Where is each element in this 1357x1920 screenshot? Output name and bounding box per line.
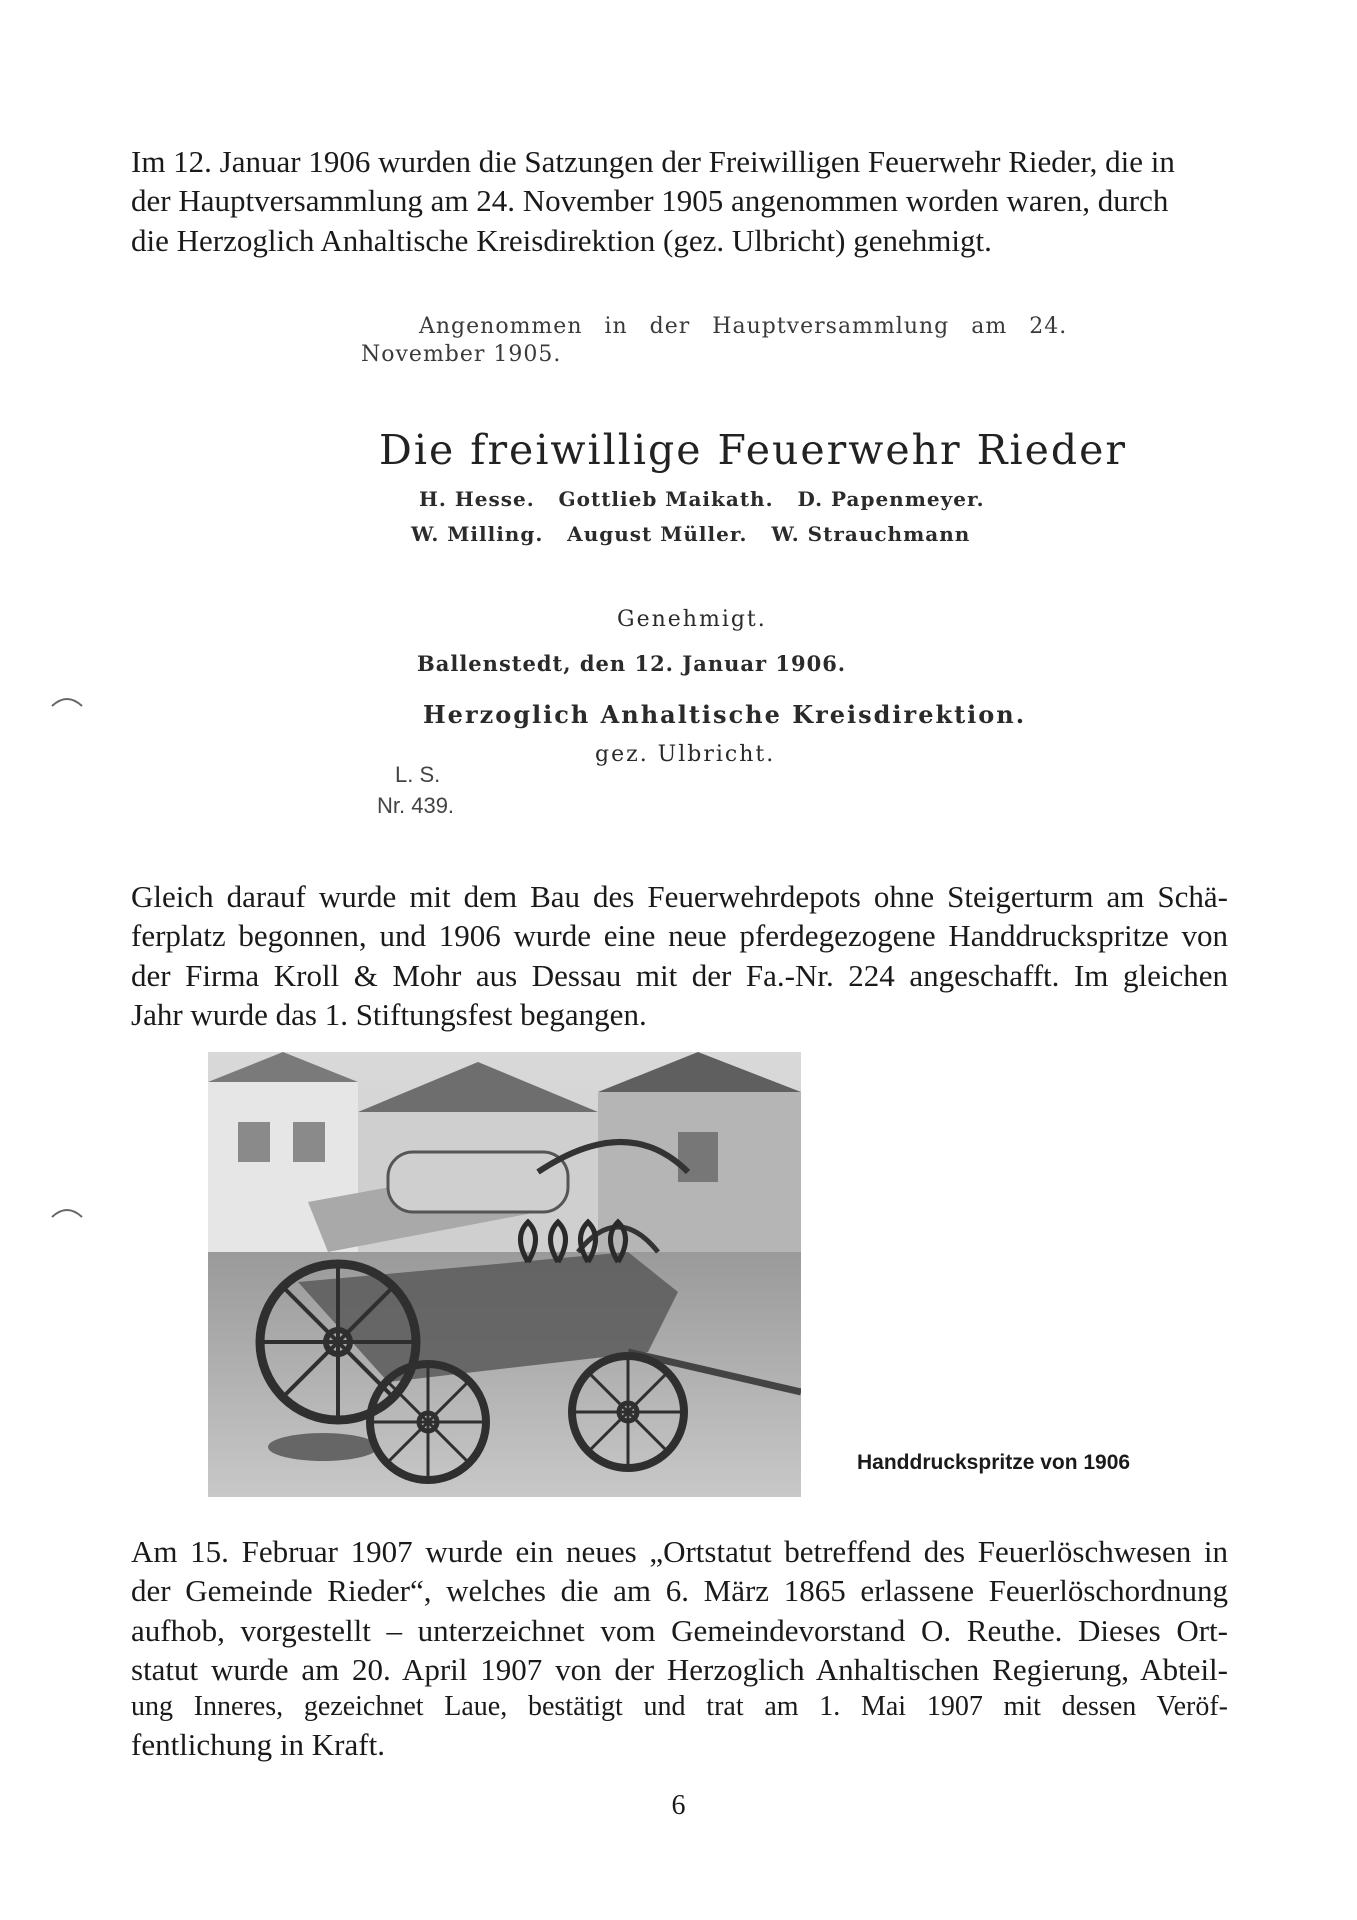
certificate-adopted-line: Angenommen in der Hauptversammlung am 24. (419, 314, 1068, 339)
text-line: der Firma Kroll & Mohr aus Dessau mit der Fa.-Nr. 224 angeschafft. Im gleichen (131, 957, 1228, 993)
certificate-authority: Herzoglich Anhaltische Kreisdirektion. (423, 700, 1027, 729)
certificate-title: Die freiwillige Feuerwehr Rieder (379, 426, 1128, 474)
certificate-place-date: Ballenstedt, den 12. Januar 1906. (417, 651, 847, 676)
text-line: Im 12. Januar 1906 wurden die Satzungen der Freiwilligen Feuerwehr Rieder, die in (131, 144, 1175, 179)
punch-mark (50, 694, 84, 708)
certificate-names-row-1: H. Hesse. Gottlieb Maikath. D. Papenmeyer. (419, 487, 985, 511)
text-line: Gleich darauf wurde mit dem Bau des Feuerwehrdepots ohne Steigerturm am Schä- (131, 879, 1228, 914)
certificate-number: Nr. 439. (377, 793, 455, 818)
certificate-adopted-date: November 1905. (361, 342, 562, 367)
text-line: die Herzoglich Anhaltische Kreisdirektion (gez. Ulbricht) genehmigt. (131, 222, 992, 258)
page-number: 6 (671, 1790, 686, 1821)
punch-mark (50, 1205, 84, 1219)
certificate-signature: gez. Ulbricht. (595, 742, 776, 767)
text-line: Am 15. Februar 1907 wurde ein neues „Ortstatut betreffend des Feuerlöschwesen in (131, 1534, 1228, 1569)
text-line: statut wurde am 20. April 1907 von der Herzoglich Anhaltischen Regierung, Abteil- (131, 1652, 1228, 1688)
text-line: ung Inneres, gezeichnet Laue, bestätigt und trat am 1. Mai 1907 mit dessen Veröf- (131, 1691, 1228, 1723)
photo-caption: Handdruckspritze von 1906 (857, 1451, 1131, 1474)
text-line: Jahr wurde das 1. Stiftungsfest begangen. (131, 997, 647, 1033)
text-line: der Gemeinde Rieder“, welches die am 6. März 1865 erlassene Feuerlöschordnung (131, 1573, 1228, 1609)
paragraph-depot (131, 877, 1228, 1034)
certificate-seal: L. S. (395, 762, 441, 787)
text-line: fentlichung in Kraft. (131, 1726, 385, 1762)
paragraph-statute (131, 1532, 1228, 1764)
wagon-photo (208, 1052, 801, 1497)
text-line: der Hauptversammlung am 24. November 1905 angenommen worden waren, durch (131, 183, 1169, 219)
text-line: ferplatz begonnen, und 1906 wurde eine neue pferdegezogene Handdruckspritze von (131, 918, 1228, 954)
certificate-scan (355, 296, 1128, 836)
paragraph-intro (131, 142, 1228, 260)
text-line: aufhob, vorgestellt – unterzeichnet vom Gemeindevorstand O. Reuthe. Dieses Ort- (131, 1612, 1228, 1648)
certificate-approved: Genehmigt. (617, 607, 767, 632)
certificate-names-row-2: W. Milling. August Müller. W. Strauchmann (411, 522, 971, 546)
